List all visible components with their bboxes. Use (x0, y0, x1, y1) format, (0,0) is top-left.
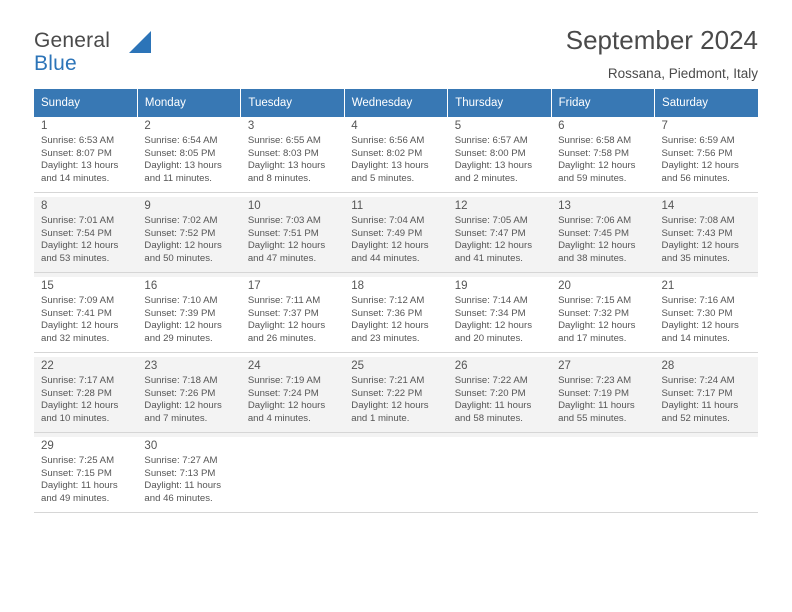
day-number: 26 (454, 360, 468, 372)
day-number: 17 (247, 280, 261, 292)
sunset-text: Sunset: 7:54 PM (41, 227, 112, 239)
weekday-header-tuesday: Tuesday (241, 89, 344, 117)
day-cell[interactable] (448, 357, 551, 437)
weekday-header-sunday: Sunday (34, 89, 137, 117)
daylight-text-line2: and 44 minutes. (351, 252, 420, 264)
calendar-week-row (34, 277, 758, 357)
sunset-text: Sunset: 7:49 PM (351, 227, 423, 239)
day-cell[interactable] (551, 357, 654, 437)
brand-logo-blue: Blue (34, 52, 77, 75)
daylight-text-line1: Daylight: 13 hours (247, 160, 326, 172)
daylight-text-line1: Daylight: 12 hours (454, 320, 533, 332)
daylight-text-line2: and 49 minutes. (41, 492, 110, 504)
day-cell[interactable] (137, 197, 240, 277)
daylight-text-line1: Daylight: 12 hours (247, 320, 326, 332)
page-header (34, 0, 758, 81)
day-cell[interactable] (34, 437, 137, 517)
sunset-text: Sunset: 7:13 PM (144, 467, 216, 479)
daylight-text-line1: Daylight: 12 hours (661, 160, 739, 172)
sunrise-text: Sunrise: 7:03 AM (247, 215, 321, 226)
weekday-header-friday: Friday (551, 89, 654, 117)
calendar-header-row (34, 89, 758, 117)
daylight-text-line2: and 38 minutes. (558, 252, 627, 264)
weekday-header-saturday: Saturday (655, 89, 758, 117)
daylight-text-line1: Daylight: 12 hours (247, 400, 326, 412)
daylight-text-line2: and 1 minute. (351, 412, 410, 424)
page-title: September 2024 (565, 25, 758, 55)
day-number: 19 (454, 280, 468, 292)
daylight-text-line1: Daylight: 12 hours (41, 240, 119, 252)
sunset-text: Sunset: 8:00 PM (454, 147, 526, 159)
day-number: 16 (144, 280, 158, 292)
daylight-text-line2: and 56 minutes. (661, 172, 730, 184)
sunrise-text: Sunrise: 7:21 AM (351, 375, 425, 386)
day-number: 9 (144, 200, 151, 212)
sunset-text: Sunset: 8:03 PM (247, 147, 319, 159)
sunset-text: Sunset: 7:26 PM (144, 387, 216, 399)
day-cell[interactable] (34, 117, 137, 197)
day-number: 2 (144, 120, 151, 132)
weekday-header-wednesday: Wednesday (344, 89, 447, 117)
daylight-text-line2: and 58 minutes. (454, 412, 523, 424)
daylight-text-line2: and 11 minutes. (144, 172, 212, 184)
daylight-text-line1: Daylight: 12 hours (661, 240, 739, 252)
daylight-text-line1: Daylight: 12 hours (247, 240, 326, 252)
sunrise-text: Sunrise: 7:08 AM (661, 215, 735, 226)
daylight-text-line1: Daylight: 11 hours (41, 480, 118, 492)
sunrise-text: Sunrise: 7:22 AM (454, 375, 528, 386)
day-number: 30 (144, 440, 158, 452)
daylight-text-line2: and 32 minutes. (41, 332, 110, 344)
daylight-text-line1: Daylight: 12 hours (661, 320, 739, 332)
sunset-text: Sunset: 7:24 PM (247, 387, 319, 399)
sunset-text: Sunset: 7:32 PM (558, 307, 630, 319)
calendar-week-row (34, 117, 758, 197)
day-cell[interactable] (34, 197, 137, 277)
daylight-text-line1: Daylight: 11 hours (661, 400, 739, 412)
day-cell[interactable] (655, 357, 758, 437)
daylight-text-line2: and 53 minutes. (41, 252, 110, 264)
day-number: 8 (41, 200, 48, 212)
sunrise-text: Sunrise: 7:12 AM (351, 295, 425, 306)
daylight-text-line2: and 5 minutes. (351, 172, 415, 184)
day-cell[interactable] (137, 277, 240, 357)
daylight-text-line2: and 29 minutes. (144, 332, 213, 344)
sunset-text: Sunset: 7:28 PM (41, 387, 112, 399)
day-number: 27 (558, 360, 571, 372)
day-number: 10 (247, 200, 261, 212)
sunrise-text: Sunrise: 6:55 AM (247, 135, 321, 146)
sunset-text: Sunset: 7:56 PM (661, 147, 733, 159)
sunset-text: Sunset: 7:19 PM (558, 387, 630, 399)
sunset-text: Sunset: 8:07 PM (41, 147, 112, 159)
daylight-text-line2: and 59 minutes. (558, 172, 627, 184)
sunrise-text: Sunrise: 7:02 AM (144, 215, 218, 226)
sunset-text: Sunset: 7:37 PM (247, 307, 319, 319)
day-cell[interactable] (34, 357, 137, 437)
daylight-text-line1: Daylight: 12 hours (351, 400, 429, 412)
day-cell[interactable] (655, 197, 758, 277)
sunrise-text: Sunrise: 7:11 AM (247, 295, 321, 306)
day-cell[interactable] (551, 197, 654, 277)
day-cell[interactable] (137, 357, 240, 437)
day-cell[interactable] (655, 277, 758, 357)
sunrise-text: Sunrise: 7:25 AM (41, 455, 115, 466)
sunrise-text: Sunrise: 7:18 AM (144, 375, 218, 386)
daylight-text-line2: and 26 minutes. (247, 332, 317, 344)
sunset-text: Sunset: 7:30 PM (661, 307, 733, 319)
day-cell-empty (448, 437, 551, 517)
day-cell[interactable] (137, 437, 240, 517)
daylight-text-line2: and 41 minutes. (454, 252, 523, 264)
daylight-text-line2: and 20 minutes. (454, 332, 523, 344)
daylight-text-line1: Daylight: 12 hours (558, 160, 636, 172)
day-cell[interactable] (344, 197, 447, 277)
daylight-text-line1: Daylight: 12 hours (144, 240, 222, 252)
sunrise-text: Sunrise: 7:24 AM (661, 375, 735, 386)
day-cell[interactable] (448, 117, 551, 197)
daylight-text-line1: Daylight: 12 hours (144, 400, 222, 412)
brand-logo[interactable] (34, 30, 234, 74)
daylight-text-line1: Daylight: 12 hours (558, 320, 636, 332)
sunrise-text: Sunrise: 7:27 AM (144, 455, 218, 466)
sunrise-text: Sunrise: 7:15 AM (558, 295, 632, 306)
calendar-week-row (34, 357, 758, 437)
day-number: 3 (247, 120, 255, 132)
sunset-text: Sunset: 7:51 PM (247, 227, 319, 239)
day-number: 1 (41, 120, 48, 132)
sunrise-text: Sunrise: 7:09 AM (41, 295, 115, 306)
day-cell[interactable] (448, 197, 551, 277)
sunrise-text: Sunrise: 6:59 AM (661, 135, 735, 146)
day-number: 21 (661, 280, 675, 292)
day-number: 6 (558, 120, 565, 132)
day-number: 22 (41, 360, 54, 372)
daylight-text-line1: Daylight: 12 hours (351, 320, 429, 332)
day-cell[interactable] (344, 357, 447, 437)
day-number: 12 (454, 200, 468, 212)
daylight-text-line1: Daylight: 11 hours (558, 400, 635, 412)
sunrise-text: Sunrise: 7:01 AM (41, 215, 115, 226)
daylight-text-line2: and 14 minutes. (661, 332, 730, 344)
daylight-text-line1: Daylight: 13 hours (41, 160, 119, 172)
sunrise-text: Sunrise: 6:56 AM (351, 135, 425, 146)
daylight-text-line1: Daylight: 12 hours (41, 320, 119, 332)
sunset-text: Sunset: 7:36 PM (351, 307, 423, 319)
daylight-text-line2: and 52 minutes. (661, 412, 730, 424)
sunrise-text: Sunrise: 7:16 AM (661, 295, 735, 306)
sunset-text: Sunset: 7:41 PM (41, 307, 112, 319)
sunrise-text: Sunrise: 6:57 AM (454, 135, 528, 146)
day-cell[interactable] (448, 277, 551, 357)
sunset-text: Sunset: 7:15 PM (41, 467, 112, 479)
daylight-text-line2: and 50 minutes. (144, 252, 213, 264)
day-cell[interactable] (34, 277, 137, 357)
day-number: 4 (351, 120, 358, 132)
sunset-text: Sunset: 7:39 PM (144, 307, 216, 319)
day-cell-empty (655, 437, 758, 517)
day-cell[interactable] (551, 117, 654, 197)
sunrise-text: Sunrise: 7:17 AM (41, 375, 115, 386)
sunrise-text: Sunrise: 6:54 AM (144, 135, 218, 146)
daylight-text-line2: and 4 minutes. (247, 412, 311, 424)
daylight-text-line1: Daylight: 11 hours (454, 400, 532, 412)
daylight-text-line1: Daylight: 13 hours (144, 160, 222, 172)
daylight-text-line1: Daylight: 11 hours (144, 480, 222, 492)
daylight-text-line1: Daylight: 13 hours (454, 160, 533, 172)
sunset-text: Sunset: 7:22 PM (351, 387, 423, 399)
day-number: 15 (41, 280, 54, 292)
day-number: 20 (558, 280, 571, 292)
day-number: 7 (661, 120, 668, 132)
day-number: 29 (41, 440, 54, 452)
day-number: 14 (661, 200, 675, 212)
daylight-text-line2: and 14 minutes. (41, 172, 110, 184)
day-cell[interactable] (241, 197, 344, 277)
daylight-text-line2: and 23 minutes. (351, 332, 420, 344)
day-number: 23 (144, 360, 158, 372)
sunrise-text: Sunrise: 6:58 AM (558, 135, 632, 146)
daylight-text-line2: and 17 minutes. (558, 332, 627, 344)
day-number: 5 (454, 120, 462, 132)
daylight-text-line2: and 55 minutes. (558, 412, 627, 424)
sunset-text: Sunset: 7:52 PM (144, 227, 216, 239)
sunrise-text: Sunrise: 7:04 AM (351, 215, 425, 226)
triangle-logo-icon (129, 31, 151, 53)
sunset-text: Sunset: 7:47 PM (454, 227, 526, 239)
sunset-text: Sunset: 7:58 PM (558, 147, 630, 159)
day-cell-empty (344, 437, 447, 517)
day-number: 11 (351, 200, 364, 212)
day-cell-empty (551, 437, 654, 517)
sunrise-text: Sunrise: 7:23 AM (558, 375, 632, 386)
daylight-text-line1: Daylight: 12 hours (41, 400, 119, 412)
day-cell[interactable] (655, 117, 758, 197)
sunset-text: Sunset: 7:45 PM (558, 227, 630, 239)
day-number: 18 (351, 280, 365, 292)
calendar-week-row (34, 437, 758, 517)
sunrise-text: Sunrise: 7:05 AM (454, 215, 528, 226)
daylight-text-line2: and 7 minutes. (144, 412, 208, 424)
daylight-text-line1: Daylight: 12 hours (454, 240, 533, 252)
daylight-text-line2: and 10 minutes. (41, 412, 110, 424)
daylight-text-line1: Daylight: 12 hours (144, 320, 222, 332)
daylight-text-line1: Daylight: 12 hours (558, 240, 636, 252)
day-cell[interactable] (344, 117, 447, 197)
calendar-table (34, 89, 758, 517)
sunrise-text: Sunrise: 7:19 AM (247, 375, 321, 386)
sunset-text: Sunset: 7:17 PM (661, 387, 733, 399)
daylight-text-line2: and 47 minutes. (247, 252, 317, 264)
sunset-text: Sunset: 7:20 PM (454, 387, 526, 399)
sunset-text: Sunset: 8:02 PM (351, 147, 423, 159)
day-number: 25 (351, 360, 365, 372)
day-cell[interactable] (137, 117, 240, 197)
day-cell[interactable] (241, 357, 344, 437)
sunset-text: Sunset: 8:05 PM (144, 147, 216, 159)
day-cell-empty (241, 437, 344, 517)
daylight-text-line2: and 8 minutes. (247, 172, 311, 184)
daylight-text-line2: and 35 minutes. (661, 252, 730, 264)
brand-logo-general: General (34, 29, 111, 52)
sunrise-text: Sunrise: 7:14 AM (454, 295, 528, 306)
daylight-text-line2: and 2 minutes. (454, 172, 518, 184)
day-cell[interactable] (344, 277, 447, 357)
weekday-header-thursday: Thursday (448, 89, 551, 117)
sunset-text: Sunset: 7:43 PM (661, 227, 733, 239)
day-cell[interactable] (241, 117, 344, 197)
day-number: 13 (558, 200, 571, 212)
weekday-header-monday: Monday (137, 89, 240, 117)
day-number: 28 (661, 360, 675, 372)
sunrise-text: Sunrise: 7:06 AM (558, 215, 632, 226)
calendar-week-row (34, 197, 758, 277)
daylight-text-line1: Daylight: 12 hours (351, 240, 429, 252)
day-cell[interactable] (551, 277, 654, 357)
location-subtitle: Rossana, Piedmont, Italy (607, 65, 758, 81)
sunset-text: Sunset: 7:34 PM (454, 307, 526, 319)
daylight-text-line1: Daylight: 13 hours (351, 160, 429, 172)
sunrise-text: Sunrise: 7:10 AM (144, 295, 218, 306)
sunrise-text: Sunrise: 6:53 AM (41, 135, 115, 146)
day-number: 24 (247, 360, 261, 372)
daylight-text-line2: and 46 minutes. (144, 492, 213, 504)
day-cell[interactable] (241, 277, 344, 357)
